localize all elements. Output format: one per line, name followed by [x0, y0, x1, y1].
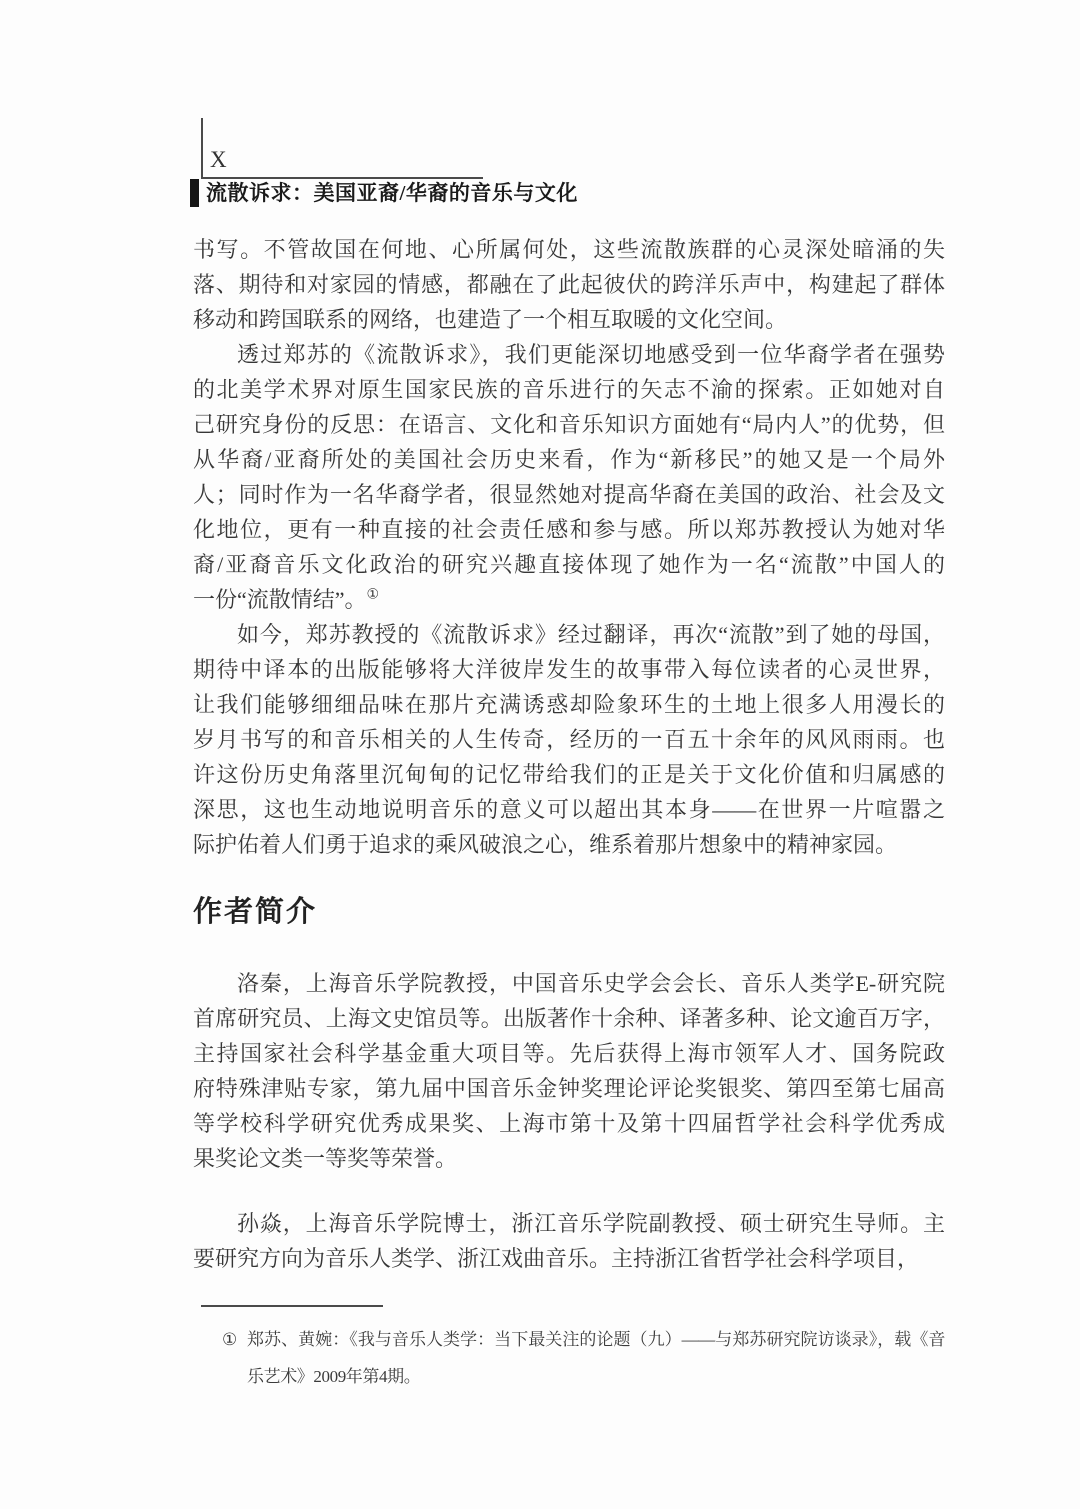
- text-line: 岁月书写的和音乐相关的人生传奇，经历的一百五十余年的风风雨雨。也: [193, 727, 945, 752]
- running-title-bar: [190, 179, 578, 207]
- page-number: X: [210, 147, 227, 172]
- text-line: 深思，这也生动地说明音乐的意义可以超出其本身——在世界一片喧嚣之: [193, 797, 945, 822]
- footnote-marker: ①: [222, 1330, 237, 1349]
- text-line: 孙焱，上海音乐学院博士，浙江音乐学院副教授、硕士研究生导师。主: [237, 1211, 945, 1236]
- running-title: 流散诉求：美国亚裔/华裔的音乐与文化: [206, 181, 578, 205]
- text-line: 的北美学术界对原生国家民族的音乐进行的矢志不渝的探索。正如她对自: [193, 377, 945, 402]
- author-bio-luoqin: [193, 966, 945, 1176]
- text-line: 如今，郑苏教授的《流散诉求》经过翻译，再次“流散”到了她的母国，: [237, 622, 945, 647]
- header-vertical-rule: [201, 118, 203, 178]
- text-line: 裔/亚裔音乐文化政治的研究兴趣直接体现了她作为一名“流散”中国人的: [193, 552, 945, 577]
- text-line: 洛秦，上海音乐学院教授，中国音乐史学会会长、音乐人类学E-研究院: [237, 971, 945, 996]
- text-line: 书写。不管故国在何地、心所属何处，这些流散族群的心灵深处暗涌的失: [193, 237, 945, 262]
- text-line: 许这份历史角落里沉甸甸的记忆带给我们的正是关于文化价值和归属感的: [193, 762, 945, 787]
- text-line: 府特殊津贴专家，第九届中国音乐金钟奖理论评论奖银奖、第四至第七届高: [193, 1076, 945, 1101]
- section-heading-author-intro: 作者简介: [193, 896, 318, 928]
- footnote: [222, 1321, 945, 1395]
- text-line: 透过郑苏的《流散诉求》，我们更能深切地感受到一位华裔学者在强势: [237, 342, 945, 367]
- header-tab-mark: [190, 179, 199, 207]
- text-line: 郑苏、黄婉：《我与音乐人类学：当下最关注的论题（九）——与郑苏研究院访谈录》，载《音: [247, 1330, 945, 1349]
- text-line: 要研究方向为音乐人类学、浙江戏曲音乐。主持浙江省哲学社会科学项目，: [193, 1246, 920, 1271]
- text-line: 己研究身份的反思：在语言、文化和音乐知识方面她有“局内人”的优势，但: [193, 412, 945, 437]
- text-line: 从华裔/亚裔所处的美国社会历史来看，作为“新移民”的她又是一个局外: [193, 447, 945, 472]
- text-line: 主持国家社会科学基金重大项目等。先后获得上海市领军人才、国务院政: [193, 1041, 945, 1066]
- footnote-separator-rule: [201, 1305, 383, 1307]
- text-line: 等学校科学研究优秀成果奖、上海市第十及第十四届哲学社会科学优秀成: [193, 1111, 945, 1136]
- author-bio-sunyan: [193, 1206, 945, 1276]
- footnote-reference-mark: ①: [366, 587, 380, 603]
- page-body: [193, 232, 945, 1276]
- text-line: 让我们能够细细品味在那片充满诱惑却险象环生的土地上很多人用漫长的: [193, 692, 945, 717]
- text-line: 化地位，更有一种直接的社会责任感和参与感。所以郑苏教授认为她对华: [193, 517, 945, 542]
- text-line: 人；同时作为一名华裔学者，很显然她对提高华裔在美国的政治、社会及文: [193, 482, 945, 507]
- paragraph-translation: [193, 617, 945, 862]
- text-line: 际护佑着人们勇于追求的乘风破浪之心，维系着那片想象中的精神家园。: [193, 832, 898, 857]
- text-line: 乐艺术》2009年第4期。: [247, 1367, 421, 1386]
- text-line: 首席研究员、上海文史馆员等。出版著作十余种、译著多种、论文逾百万字，: [193, 1006, 945, 1031]
- paragraph-continuation: [193, 232, 945, 337]
- footnote-text: [247, 1321, 945, 1395]
- text-line: 一份“流散情结”。①: [193, 587, 380, 612]
- text-line: 落、期待和对家园的情感，都融在了此起彼伏的跨洋乐声中，构建起了群体: [193, 272, 945, 297]
- text-line: 移动和跨国联系的网络，也建造了一个相互取暖的文化空间。: [193, 307, 788, 332]
- text-line: 果奖论文类一等奖等荣誉。: [193, 1146, 458, 1171]
- paragraph-diaspora-scholar: [193, 337, 945, 617]
- text-line: 期待中译本的出版能够将大洋彼岸发生的故事带入每位读者的心灵世界，: [193, 657, 945, 682]
